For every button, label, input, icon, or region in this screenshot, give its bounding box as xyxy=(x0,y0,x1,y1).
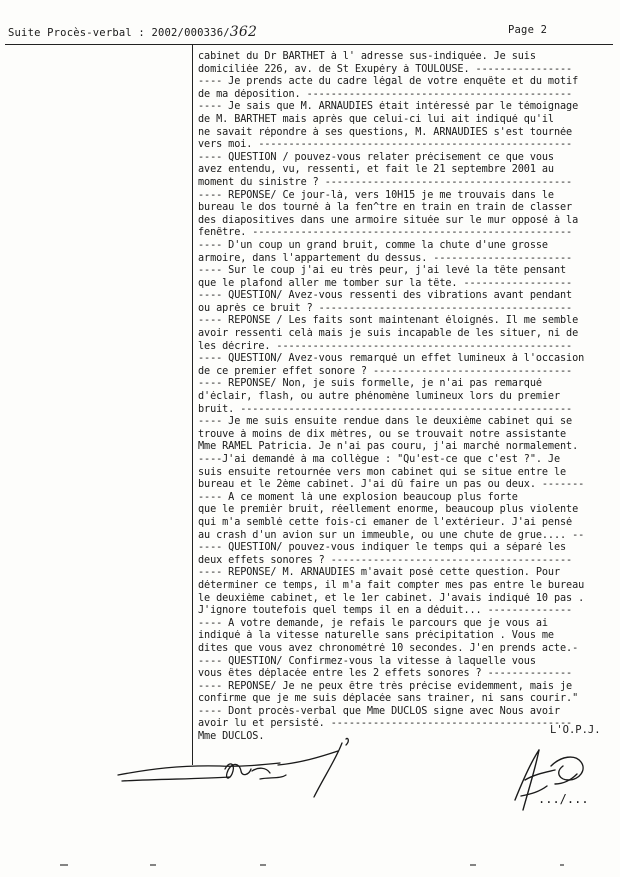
text-line: domiciliée 226, av. de St Exupéry à TOULOUSE. ---------------- xyxy=(198,63,573,75)
text-line: fenêtre. ----------------------------------------------------- xyxy=(198,227,573,239)
text-line: d'éclair, flash, ou autre phénomène lumineux lors du premier xyxy=(198,391,561,403)
text-line: vers moi. ---------------------------------------------------- xyxy=(198,139,573,151)
text-line: cabinet du Dr BARTHET à l' adresse sus-indiquée. Je suis xyxy=(198,51,536,62)
text-line: ---- A ce moment là une explosion beaucoup plus forte xyxy=(198,491,518,503)
text-line: ---- REPONSE / Les faits sont maintenant éloignés. Il me semble xyxy=(198,315,579,327)
text-line: de M. BARTHET mais après que celui-ci lui ait indiqué qu'il xyxy=(198,113,554,125)
deposition-text xyxy=(198,51,610,744)
text-line: ---- QUESTION/ Avez-vous remarqué un effet lumineux à l'occasion xyxy=(198,353,585,365)
text-line: suis ensuite retournée vers mon cabinet qui se situe entre le xyxy=(198,466,567,478)
text-line: Mme RAMEL Patricia. Je n'ai pas couru, j'ai marché normalement. xyxy=(198,441,579,453)
text-line: ---- Sur le coup j'ai eu très peur, j'ai levé la tête pensant xyxy=(198,265,567,277)
text-line: vous êtes déplacée entre les 2 effets sonores ? -------------- xyxy=(198,668,573,680)
text-line: ---- Je me suis ensuite rendue dans le deuxième cabinet qui se xyxy=(198,416,573,428)
text-line: le deuxième cabinet, et le 1er cabinet. J'avais indiqué 10 pas . xyxy=(198,592,585,604)
text-line: bureau et le 2ème cabinet. J'ai dû faire un pas ou deux. ------- xyxy=(198,479,585,491)
text-line: qui m'a semblé cette fois-ci emaner de l'extérieur. J'ai pensé xyxy=(198,516,573,528)
text-line: ne savait répondre à ses questions, M. ARNAUDIES s'est tournée xyxy=(198,126,573,138)
text-line: ou après ce bruit ? ------------------------------------------ xyxy=(198,302,573,314)
text-line: bruit. ------------------------------------------------------- xyxy=(198,403,573,415)
header-page-label: Page 2 xyxy=(508,24,548,36)
text-line: armoire, dans l'appartement du dessus. ----------------------- xyxy=(198,252,573,264)
text-line: ---- Dont procès-verbal que Mme DUCLOS signe avec Nous avoir xyxy=(198,705,561,717)
text-line: ---- D'un coup un grand bruit, comme la chute d'une grosse xyxy=(198,239,548,251)
text-line: que le plafond aller me tomber sur la tête. ------------------ xyxy=(198,277,573,289)
margin-rule xyxy=(192,45,193,765)
text-line: au crash d'un avion sur un immeuble, ou une chute de grue.... -- xyxy=(198,529,585,541)
text-line: ---- A votre demande, je refais le parcours que je vous ai xyxy=(198,617,548,629)
text-line: déterminer ce temps, il m'a fait compter mes pas entre le bureau xyxy=(198,579,585,591)
text-line: indiqué à la vitesse naturelle sans précipitation . Vous me xyxy=(198,630,554,642)
text-line: ---- Je prends acte du cadre légal de votre enquête et du motif xyxy=(198,76,579,88)
header-record-number xyxy=(8,24,257,40)
text-line: confirme que je me suis déplacée sans trainer, ni sans courir." xyxy=(198,693,579,705)
text-line: dites que vous avez chronométré 10 secondes. J'en prends acte.- xyxy=(198,642,579,654)
continuation-marker: .../... xyxy=(538,792,589,806)
text-line: J'ignore toutefois quel temps il en a déduit... -------------- xyxy=(198,605,573,617)
text-line: ---- QUESTION/ pouvez-vous indiquer le temps qui a séparé les xyxy=(198,542,567,554)
text-line: deux effets sonores ? ---------------------------------------- xyxy=(198,554,573,566)
officer-signature xyxy=(495,740,605,820)
witness-signature xyxy=(110,735,370,805)
text-line: bureau le dos tourné à la fen^tre en train en train de classer xyxy=(198,202,573,214)
text-line: de ma déposition. -------------------------------------------- xyxy=(198,88,573,100)
text-line: ---- REPONSE/ M. ARNAUDIES m'avait posé cette question. Pour xyxy=(198,567,561,579)
text-line: que le premièr bruit, réellement enorme, beaucoup plus violente xyxy=(198,504,579,516)
officer-label: L'O.P.J. xyxy=(550,724,601,736)
text-line: avez entendu, vu, ressenti, et fait le 21 septembre 2001 au xyxy=(198,164,554,176)
text-line: Mme DUCLOS. xyxy=(198,731,265,743)
text-line: ---- QUESTION / pouvez-vous relater précisement ce que vous xyxy=(198,151,554,163)
text-line: ---- QUESTION/ Confirmez-vous la vitesse à laquelle vous xyxy=(198,655,536,667)
text-line: trouve à moins de dix mètres, ou se trouvait notre assistante xyxy=(198,428,567,440)
header-rule xyxy=(5,44,613,45)
text-line: ---- REPONSE/ Non, je suis formelle, je n'ai pas remarqué xyxy=(198,378,542,390)
text-line: ---- REPONSE/ Ce jour-là, vers 10H15 je me trouvais dans le xyxy=(198,189,554,201)
text-line: les décrire. ------------------------------------------------- xyxy=(198,340,573,352)
text-line: avoir lu et persisté. ---------------------------------------- xyxy=(198,718,573,730)
handwritten-page-number: 362 xyxy=(229,24,258,40)
text-line: ----J'ai demandé à ma collègue : "Qu'est-ce que c'est ?". Je xyxy=(198,454,561,465)
header-record-label: Suite Procès-verbal : 2002/000336/ xyxy=(8,27,230,39)
bottom-edge-marks xyxy=(0,860,620,870)
text-line: avoir ressenti celà mais je suis incapable de les situer, ni de xyxy=(198,328,579,340)
text-line: ---- QUESTION/ Avez-vous ressenti des vibrations avant pendant xyxy=(198,290,573,302)
text-line: de ce premier effet sonore ? --------------------------------- xyxy=(198,365,573,377)
text-line: moment du sinistre ? ----------------------------------------- xyxy=(198,176,573,188)
text-line: ---- REPONSE/ Je ne peux être très précise evidemment, mais je xyxy=(198,680,573,692)
text-line: des diapositives dans une armoire située sur le mur opposé à la xyxy=(198,214,579,226)
text-line: ---- Je sais que M. ARNAUDIES était intéressé par le témoignage xyxy=(198,101,579,113)
